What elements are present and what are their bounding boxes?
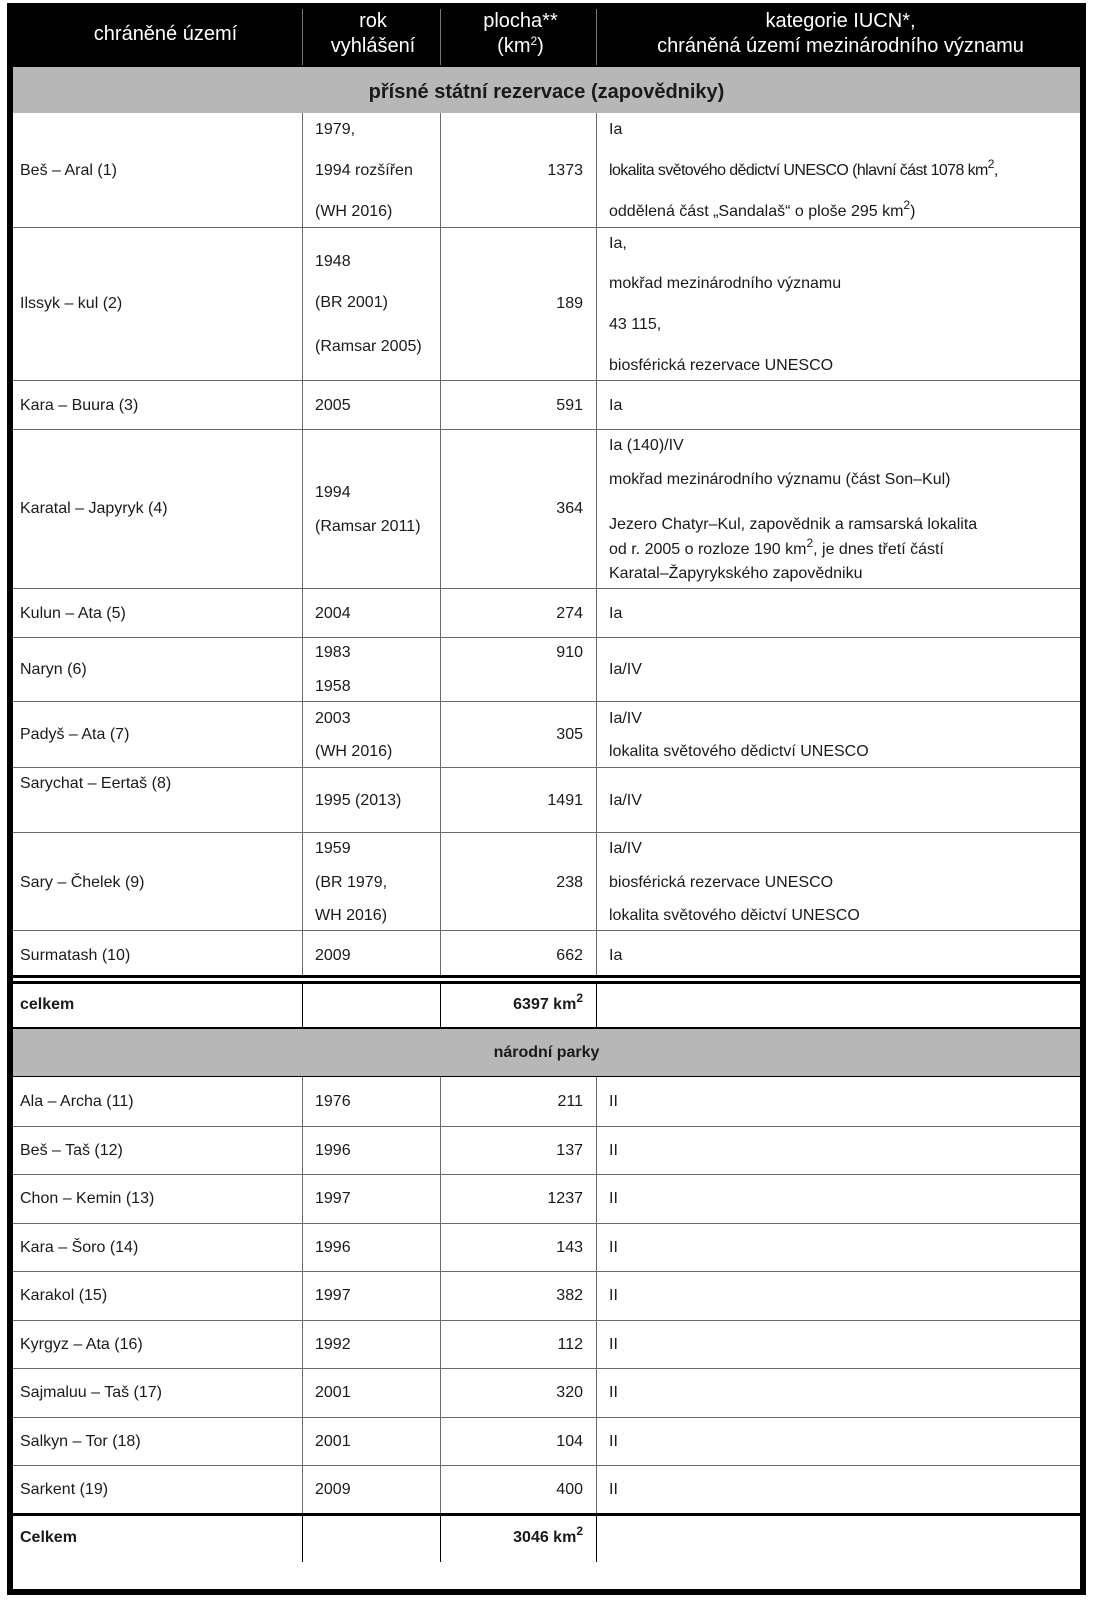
reserve-category: Jezero Chatyr–Kul, zapovědnik a ramsarská lokalita <box>609 516 978 533</box>
reserve-category: Karatal–Žapyrykského zapovědniku <box>609 565 863 582</box>
reserve-area: 238 <box>556 874 583 891</box>
park-category: II <box>609 1093 618 1110</box>
reserve-area: 591 <box>556 397 583 414</box>
park-area: 382 <box>556 1287 583 1304</box>
reserve-year: 2003 <box>315 710 351 727</box>
row-divider <box>13 1126 1080 1127</box>
park-area: 211 <box>557 1093 583 1110</box>
park-year: 2001 <box>315 1433 351 1450</box>
park-name: Kara – Šoro (14) <box>20 1239 139 1256</box>
park-year: 1996 <box>315 1142 351 1159</box>
reserve-category: Ia/IV <box>609 661 642 678</box>
reserve-category: oddělená část „Sandalaš“ o ploše 295 $km^2$) <box>609 198 916 220</box>
reserve-name: Sary – Čhelek (9) <box>20 874 145 891</box>
reserve-category: mokřad mezinárodního významu (část Son–Kul) <box>609 471 951 488</box>
park-year: 2009 <box>315 1481 351 1498</box>
park-category: II <box>609 1336 618 1353</box>
reserve-category: 43 115, <box>609 316 662 333</box>
reserve-area: 1373 <box>547 162 583 179</box>
park-year: 1997 <box>315 1190 351 1207</box>
section-title-reserves: přísné státní rezervace (zapovědniky) <box>368 81 725 103</box>
reserve-area: 274 <box>556 605 583 622</box>
park-name: Sajmaluu – Taš (17) <box>20 1384 162 1401</box>
total-parks-label: Celkem <box>20 1529 77 1546</box>
reserve-area: 1491 <box>547 792 583 809</box>
reserve-name: Surmatash (10) <box>20 947 131 964</box>
reserve-name: Padyš – Ata (7) <box>20 726 130 743</box>
park-name: Kyrgyz – Ata (16) <box>20 1336 143 1353</box>
park-area: 137 <box>556 1142 583 1159</box>
reserve-year: (WH 2016) <box>315 743 393 760</box>
park-area: 143 <box>556 1239 583 1256</box>
header-area-l2: $(km^2)$ <box>497 34 544 57</box>
reserve-year: 2004 <box>315 605 351 622</box>
reserve-name: Sarychat – Eertaš (8) <box>20 775 172 792</box>
park-year: 1997 <box>315 1287 351 1304</box>
section-title-parks: národní parky <box>493 1044 600 1061</box>
park-name: Karakol (15) <box>20 1287 108 1304</box>
reserve-category: Ia, <box>609 235 627 252</box>
reserve-category: lokalita světového dědictví UNESCO <box>609 743 869 760</box>
park-category: II <box>609 1433 618 1450</box>
protected-areas-table <box>13 3 1080 1589</box>
reserve-category: biosférická rezervace UNESCO <box>609 874 834 891</box>
reserve-name: Karatal – Japyryk (4) <box>20 500 168 517</box>
reserve-area: 910 <box>556 644 583 661</box>
reserve-category: Ia (140)/IV <box>609 437 684 454</box>
park-name: Ala – Archa (11) <box>20 1093 134 1110</box>
park-category: II <box>609 1287 618 1304</box>
reserve-year: 1979, <box>315 121 356 138</box>
reserve-area: 305 <box>556 726 583 743</box>
header-area-l1: plocha** <box>483 10 558 32</box>
header-year-l1: rok <box>359 10 387 32</box>
reserve-name: Kara – Buura (3) <box>20 397 139 414</box>
row-divider <box>13 1368 1080 1369</box>
row-divider <box>13 1174 1080 1175</box>
reserve-year: 1958 <box>315 678 351 695</box>
total-reserves-value: 6397 $km^2$ <box>513 991 583 1013</box>
park-area: 112 <box>557 1336 583 1353</box>
reserve-name: Naryn (6) <box>20 661 87 678</box>
total-reserves-label: celkem <box>20 996 75 1013</box>
reserve-category: mokřad mezinárodního významu <box>609 275 842 292</box>
reserve-year: 2009 <box>315 947 351 964</box>
reserve-category: biosférická rezervace UNESCO <box>609 357 834 374</box>
reserve-year: (WH 2016) <box>315 203 393 220</box>
park-area: 400 <box>556 1481 583 1498</box>
reserve-year: WH 2016) <box>315 907 388 924</box>
park-area: 1237 <box>547 1190 583 1207</box>
reserve-category: lokalita světového dědictví UNESCO (hlavní část 1078 $km^2$, <box>609 157 998 179</box>
reserve-category: lokalita světového děictví UNESCO <box>609 907 860 924</box>
reserve-category: Ia <box>609 397 623 414</box>
park-name: Chon – Kemin (13) <box>20 1190 155 1207</box>
reserve-year: 1994 <box>315 484 351 501</box>
park-category: II <box>609 1384 618 1401</box>
park-year: 1992 <box>315 1336 351 1353</box>
park-name: Salkyn – Tor (18) <box>20 1433 141 1450</box>
reserve-category: Ia/IV <box>609 792 642 809</box>
reserve-year: (BR 1979, <box>315 874 388 891</box>
reserve-category: Ia <box>609 947 623 964</box>
reserve-name: Kulun – Ata (5) <box>20 605 126 622</box>
park-category: II <box>609 1142 618 1159</box>
reserve-year: (Ramsar 2011) <box>315 518 421 535</box>
reserve-area: 364 <box>556 500 583 517</box>
reserve-year: 1994 rozšířen <box>315 162 413 179</box>
park-name: Beš – Taš (12) <box>20 1142 123 1159</box>
reserve-year: (BR 2001) <box>315 294 388 311</box>
row-divider <box>13 1320 1080 1321</box>
row-divider <box>13 1465 1080 1466</box>
reserve-category: Ia <box>609 121 623 138</box>
park-year: 2001 <box>315 1384 351 1401</box>
park-area: 320 <box>556 1384 583 1401</box>
row-divider <box>13 1271 1080 1272</box>
header-iucn-l2: chráněná území mezinárodního významu <box>657 35 1024 57</box>
park-year: 1976 <box>315 1093 351 1110</box>
header-year-l2: vyhlášení <box>330 35 416 57</box>
reserve-category: od r. 2005 o rozloze 190 $km^2$, je dnes třetí částí <box>609 536 944 558</box>
reserve-category: Ia <box>609 605 623 622</box>
reserve-year: 1995 (2013) <box>315 792 402 809</box>
reserve-area: 662 <box>556 947 583 964</box>
header-protected-area: chráněné území <box>93 23 238 45</box>
row-divider <box>13 1417 1080 1418</box>
reserve-year: 2005 <box>315 397 351 414</box>
reserve-name: Beš – Aral (1) <box>20 162 117 179</box>
park-category: II <box>609 1239 618 1256</box>
park-category: II <box>609 1481 618 1498</box>
park-year: 1996 <box>315 1239 351 1256</box>
row-divider <box>13 1223 1080 1224</box>
table-frame <box>7 3 1086 1595</box>
park-area: 104 <box>556 1433 583 1450</box>
park-name: Sarkent (19) <box>20 1481 109 1498</box>
reserve-category: Ia/IV <box>609 710 642 727</box>
reserve-year: 1948 <box>315 253 351 270</box>
reserve-name: Ilssyk – kul (2) <box>20 295 123 312</box>
reserve-year: 1983 <box>315 644 351 661</box>
reserve-year: (Ramsar 2005) <box>315 338 422 355</box>
header-iucn-l1: kategorie IUCN*, <box>765 10 916 32</box>
total-parks-value: 3046 $km^2$ <box>513 1524 583 1546</box>
park-category: II <box>609 1190 618 1207</box>
reserve-area: 189 <box>556 295 583 312</box>
reserve-year: 1959 <box>315 840 351 857</box>
reserve-category: Ia/IV <box>609 840 642 857</box>
